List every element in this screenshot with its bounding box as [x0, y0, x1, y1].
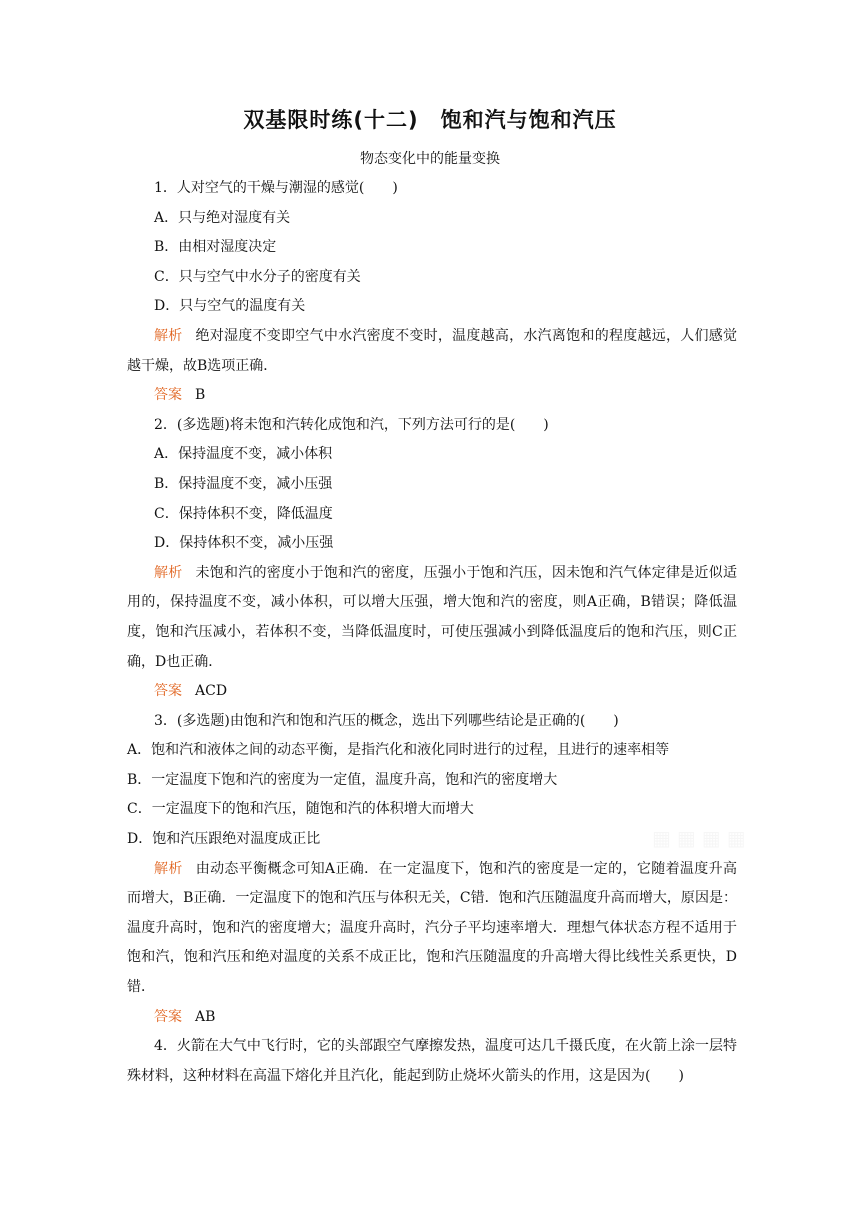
question-3-analysis-text: 由动态平衡概念可知A正确．在一定温度下，饱和汽的密度是一定的，它随着温度升高而增大，B正确．一定温度下的饱和汽压与体积无关，C错．饱和汽压随温度升高而增大，原因是：温度升高时，饱和汽的密度增大；温度升高时，汽分子平均速率增大．理想气体状态方程不适用于饱和汽，饱和汽压和绝对温度的关系不成正比，饱和汽压随温度的升高增大得比线性关系更快，D错．	[127, 860, 738, 996]
question-1-option-a: A．只与绝对湿度有关	[154, 209, 291, 226]
analysis-label: 解析	[154, 564, 183, 581]
question-1-option-c: C．只与空气中水分子的密度有关	[154, 268, 361, 285]
question-1-stem: 1．人对空气的干燥与潮湿的感觉( )	[154, 180, 398, 196]
question-2-answer-value: ACD	[195, 683, 228, 700]
question-1-option-d: D．只与空气的温度有关	[154, 298, 306, 315]
question-1-answer	[127, 381, 737, 411]
question-2-analysis-text: 未饱和汽的密度小于饱和汽的密度，压强小于饱和汽压，因未饱和汽气体定律是近似适用的，保持温度不变，减小体积，可以增大压强，增大饱和汽的密度，则A正确，B错误；降低温度，饱和汽压减小，若体积不变，当降低温度时，可使压强减小到降低温度后的饱和汽压，则C正确，D也正确．	[127, 564, 738, 670]
question-2-option-d: D．保持体积不变，减小压强	[154, 535, 334, 552]
page-title: 双基限时练(十二) 饱和汽与饱和汽压	[243, 108, 617, 132]
question-2-option-c: C．保持体积不变，降低温度	[154, 505, 333, 522]
analysis-label: 解析	[154, 860, 183, 877]
question-1-answer-value: B	[195, 387, 206, 404]
question-1-option-b: B．由相对湿度决定	[154, 239, 277, 256]
question-1-analysis-text: 绝对湿度不变即空气中水汽密度不变时，温度越高，水汽离饱和的程度越远，人们感觉越干燥，故B选项正确．	[127, 327, 738, 374]
question-3-answer-value: AB	[195, 1008, 216, 1025]
document-body	[127, 174, 737, 1091]
answer-label: 答案	[154, 683, 182, 700]
question-3-answer	[127, 1003, 737, 1033]
question-3-option-c: C．一定温度下的饱和汽压，随饱和汽的体积增大而增大	[127, 801, 474, 818]
watermark	[652, 826, 752, 850]
question-2-option-a: A．保持温度不变，减小体积	[154, 446, 333, 463]
analysis-label: 解析	[154, 327, 183, 344]
question-3-analysis	[127, 855, 737, 1003]
question-4-stem: 4．火箭在大气中飞行时，它的头部跟空气摩擦发热，温度可达几千摄氏度，在火箭上涂一层特殊材料，这种材料在高温下熔化并且汽化，能起到防止烧坏火箭头的作用，这是因为( )	[127, 1038, 737, 1084]
question-3-option-b: B．一定温度下饱和汽的密度为一定值，温度升高，饱和汽的密度增大	[127, 771, 558, 788]
question-1-analysis	[127, 322, 737, 381]
question-2-option-b: B．保持温度不变，减小压强	[154, 475, 333, 492]
answer-label: 答案	[154, 1008, 182, 1025]
question-2-answer	[127, 677, 737, 707]
question-3-option-a: A．饱和汽和液体之间的动态平衡，是指汽化和液化同时进行的过程，且进行的速率相等	[127, 742, 670, 759]
page-subtitle: 物态变化中的能量变换	[360, 151, 500, 167]
question-3-stem: 3．(多选题)由饱和汽和饱和汽压的概念，选出下列哪些结论是正确的( )	[154, 712, 619, 729]
answer-label: 答案	[154, 387, 182, 404]
question-3-option-d: D．饱和汽压跟绝对温度成正比	[127, 831, 321, 848]
question-2-stem: 2．(多选题)将未饱和汽转化成饱和汽，下列方法可行的是( )	[154, 416, 549, 433]
question-2-analysis	[127, 559, 737, 677]
